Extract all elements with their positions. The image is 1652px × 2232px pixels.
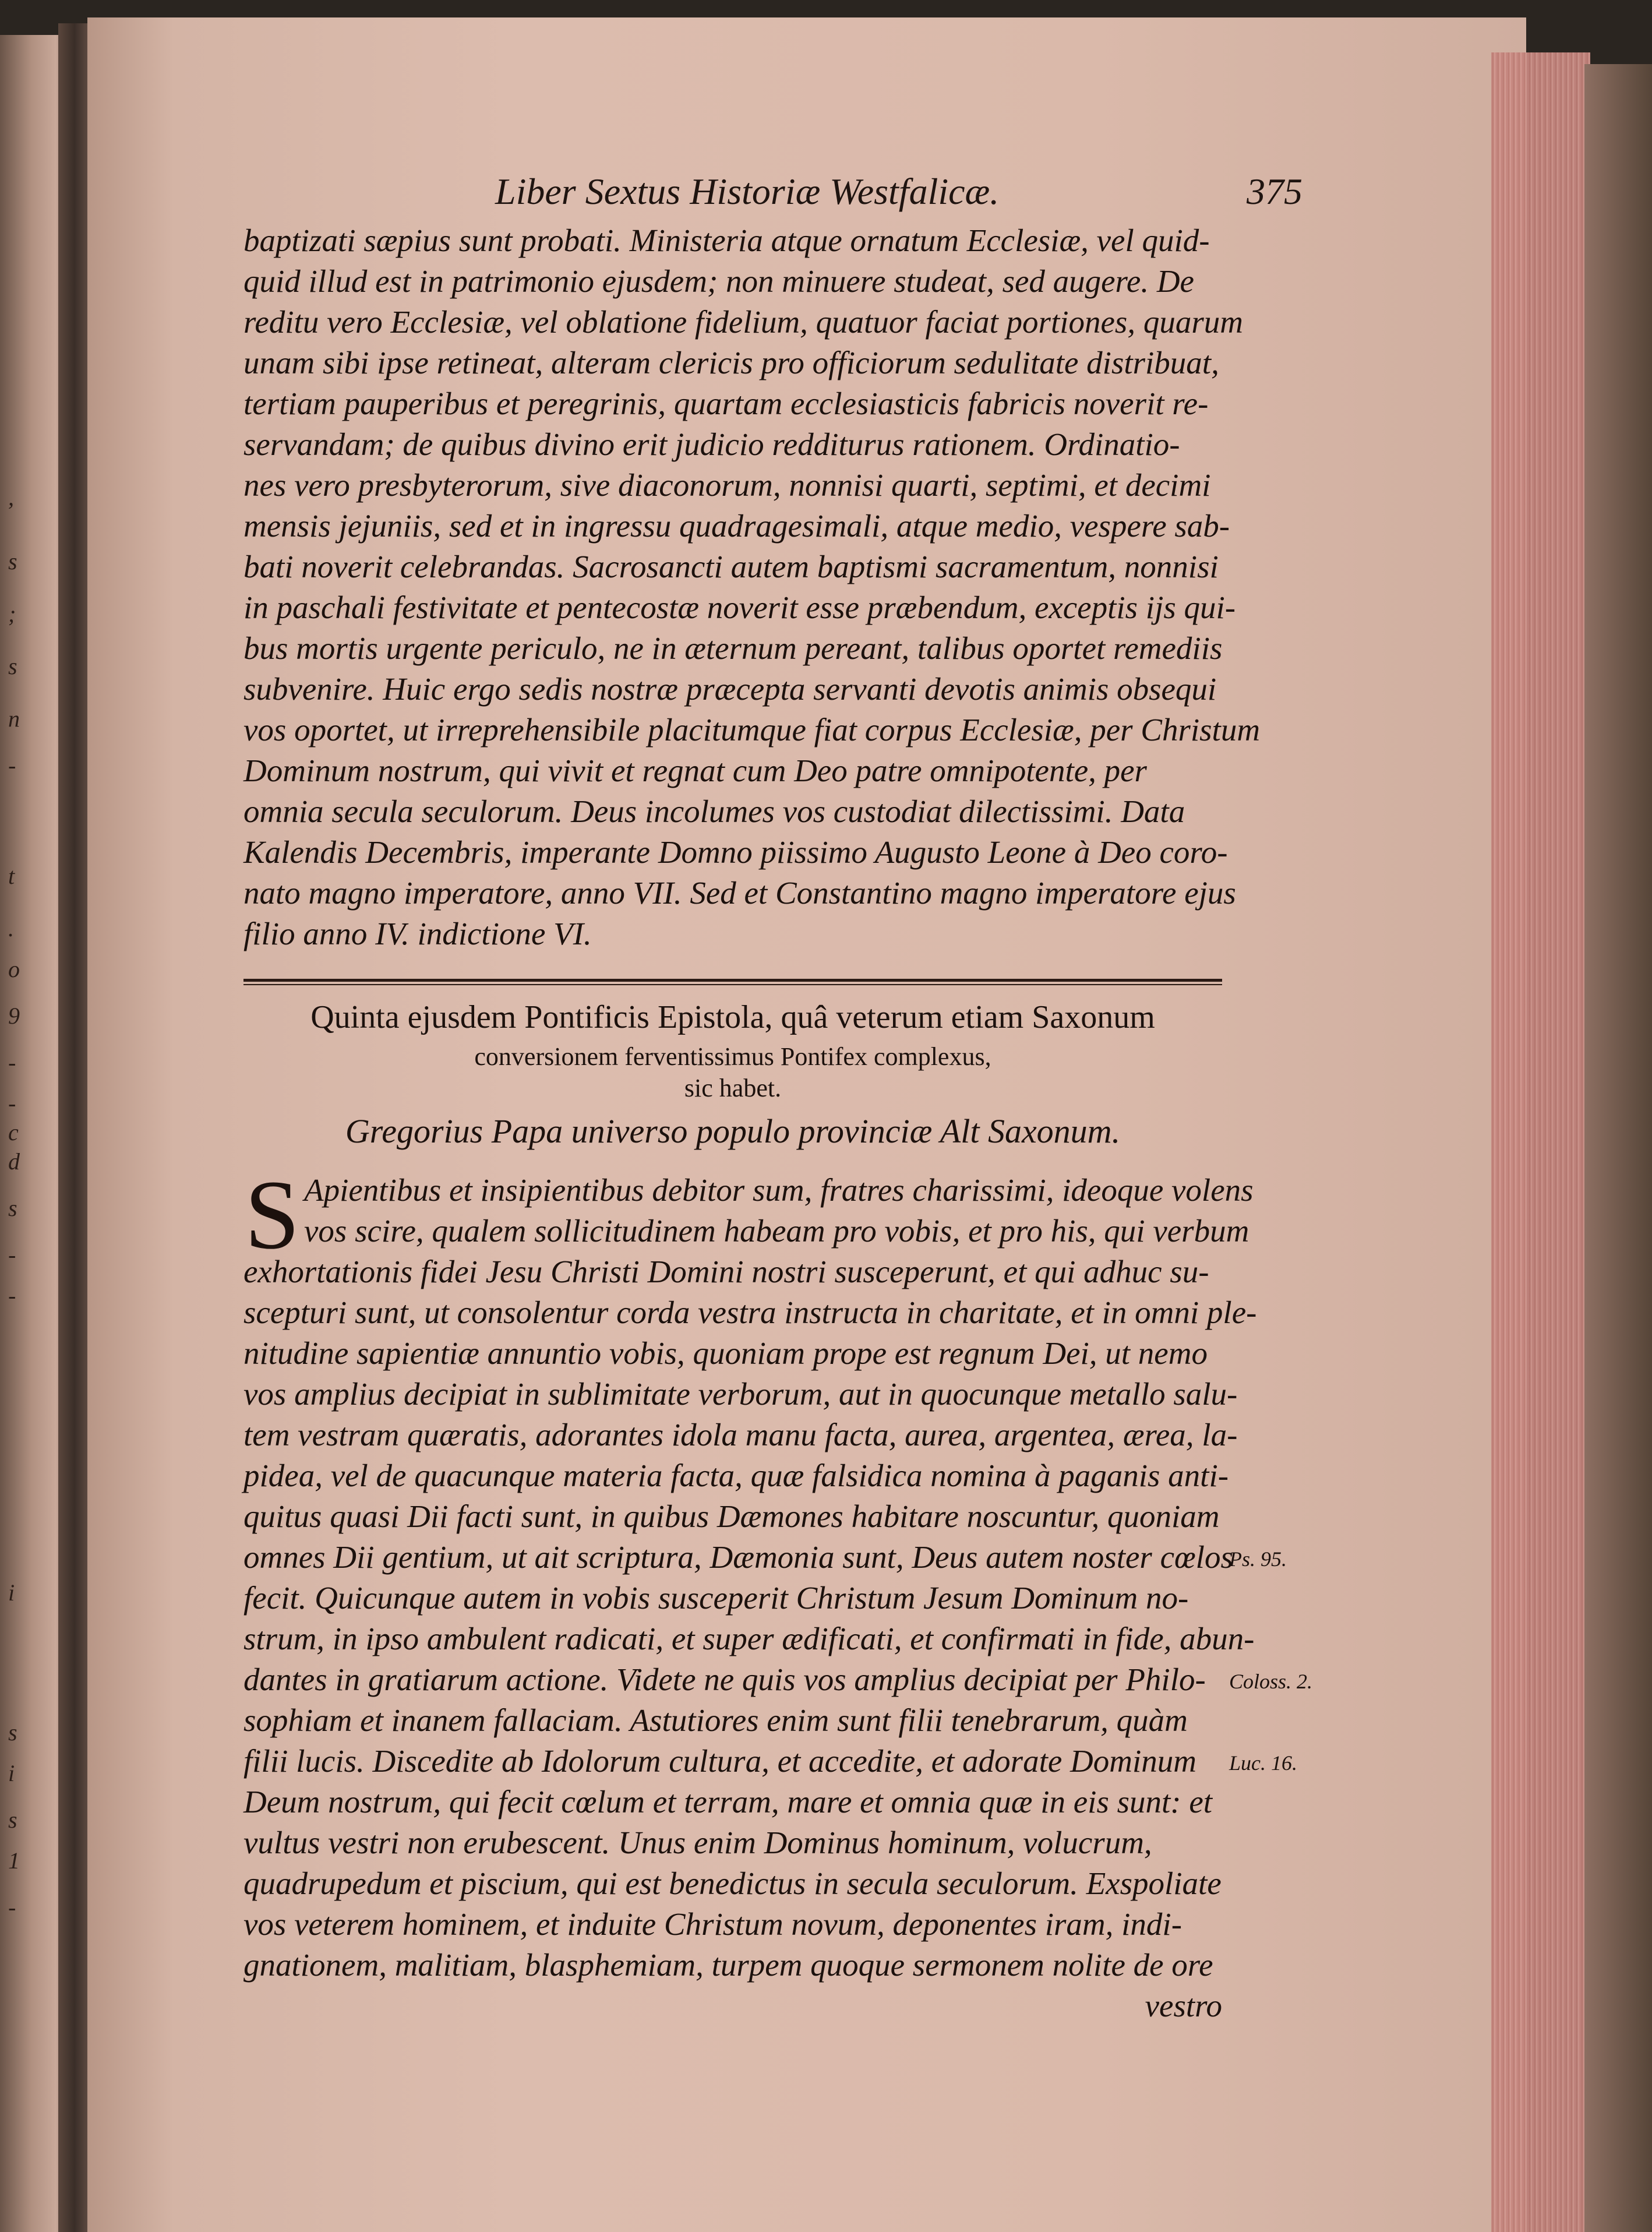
text-line: Apientibus et insipientibus debitor sum, fratres charissimi, ideoque volens [304,1172,1254,1208]
margin-mark: s [8,1195,17,1221]
margin-mark: ; [8,601,16,627]
text-line: subvenire. Huic ergo sedis nostræ præcepta servanti devotis animis obsequi [243,671,1217,707]
margin-mark: d [8,1148,20,1175]
margin-mark: - [8,1242,16,1268]
text-line: reditu vero Ecclesiæ, vel oblatione fidelium, quatuor faciat portiones, quarum [243,304,1243,340]
margin-mark: . [8,915,14,942]
text-line: filio anno IV. indictione VI. [243,916,592,951]
text-line: baptizati sæpius sunt probati. Ministeria atque ornatum Ecclesiæ, vel quid- [243,223,1210,258]
text-line: bus mortis urgente periculo, ne in æternum pereant, talibus oportet remediis [243,630,1223,666]
right-page [87,17,1526,2232]
text-line: strum, in ipso ambulent radicati, et super ædificati, et confirmati in fide, abun- [243,1621,1255,1656]
epistle-heading-line-3: sic habet. [684,1074,782,1102]
margin-mark: s [8,653,17,679]
margin-mark: n [8,706,20,732]
margin-mark: , [8,484,14,510]
margin-mark: s [8,1807,17,1833]
margin-mark: - [8,752,16,778]
margin-mark: s [8,548,17,574]
text-line: omnes Dii gentium, ut ait scriptura, Dæmonia sunt, Deus autem noster cœlos [243,1539,1233,1575]
text-line: vos oportet, ut irreprehensibile placitumque fiat corpus Ecclesiæ, per Christum [243,712,1261,747]
text-line: omnia secula seculorum. Deus incolumes vos custodiat dilectissimi. Data [243,794,1185,829]
text-line: quid illud est in patrimonio ejusdem; non minuere studeat, sed augere. De [243,263,1194,299]
section-rule [243,979,1222,985]
epistle-heading-line-2: conversionem ferventissimus Pontifex complexus, [474,1042,991,1071]
text-line: fecit. Quicunque autem in vobis susceperit Christum Jesum Dominum no- [243,1580,1189,1616]
text-line: vos veterem hominem, et induite Christum novum, deponentes iram, indi- [243,1906,1182,1942]
margin-mark: o [8,956,20,982]
text-line: Kalendis Decembris, imperante Domno piissimo Augusto Leone à Deo coro- [243,834,1228,870]
text-line: nes vero presbyterorum, sive diaconorum, nonnisi quarti, septimi, et decimi [243,467,1211,503]
text-line: dantes in gratiarum actione. Videte ne quis vos amplius decipiat per Philo- [243,1662,1206,1697]
text-line: pidea, vel de quacunque materia facta, quæ falsidica nomina à paganis anti- [243,1458,1229,1493]
margin-mark: 9 [8,1003,20,1029]
marginal-note: Coloss. 2. [1229,1670,1313,1693]
text-line: bati noverit celebrandas. Sacrosancti autem baptismi sacramentum, nonnisi [243,549,1219,584]
page-edges [1491,52,1590,2232]
margin-mark: - [8,1894,16,1920]
margin-mark: i [8,1579,15,1606]
marginal-note: Ps. 95. [1229,1547,1287,1571]
text-line: tem vestram quæratis, adorantes idola manu facta, aurea, argentea, ærea, la- [243,1417,1238,1452]
text-line: Deum nostrum, qui fecit cœlum et terram, mare et omnia quæ in eis sunt: et [243,1784,1213,1820]
text-line: nato magno imperatore, anno VII. Sed et Constantino magno imperatore ejus [243,875,1236,911]
margin-mark: t [8,863,15,889]
catchword: vestro [1145,1988,1222,2023]
text-line: scepturi sunt, ut consolentur corda vestra instructa in charitate, et in omni ple- [243,1295,1257,1330]
text-line: exhortationis fidei Jesu Christi Domini nostri susceperunt, et qui adhuc su- [243,1254,1209,1289]
book-cover-edge [1584,64,1652,2232]
margin-mark: s [8,1719,17,1746]
text-line: nitudine sapientiæ annuntio vobis, quoniam prope est regnum Dei, ut nemo [243,1335,1208,1371]
text-line: vos scire, qualem sollicitudinem habeam pro vobis, et pro his, qui verbum [304,1213,1249,1249]
text-line: Dominum nostrum, qui vivit et regnat cum Deo patre omnipotente, per [243,753,1147,788]
marginal-note: Luc. 16. [1229,1751,1297,1775]
text-line: unam sibi ipse retineat, alteram clericis pro officiorum sedulitate distribuat, [243,345,1219,380]
text-line: quadrupedum et piscium, qui est benedictus in secula seculorum. Exspoliate [243,1866,1222,1901]
text-line: vos amplius decipiat in sublimitate verborum, aut in quocunque metallo salu- [243,1376,1238,1412]
text-line: gnationem, malitiam, blasphemiam, turpem quoque sermonem nolite de ore [243,1947,1213,1983]
epistle-heading: Quinta ejusdem Pontificis Epistola, quâ veterum etiam Saxonum [310,999,1155,1035]
text-line: quitus quasi Dii facti sunt, in quibus Dæmones habitare noscuntur, quoniam [243,1498,1220,1534]
drop-cap: S [245,1160,300,1270]
text-line: tertiam pauperibus et peregrinis, quartam ecclesiasticis fabricis noverit re- [243,386,1209,421]
text-line: vultus vestri non erubescent. Unus enim Dominus hominum, volucrum, [243,1825,1152,1860]
margin-mark: - [8,1282,16,1309]
margin-mark: - [8,1090,16,1116]
margin-mark: i [8,1760,15,1786]
text-line: mensis jejuniis, sed et in ingressu quadragesimali, atque medio, vespere sab- [243,508,1230,544]
margin-mark: 1 [8,1847,20,1874]
text-line: servandam; de quibus divino erit judicio redditurus rationem. Ordinatio- [243,426,1180,462]
salutation: Gregorius Papa universo populo provinciæ Alt Saxonum. [345,1112,1121,1150]
margin-mark: - [8,1049,16,1076]
margin-mark: c [8,1119,19,1145]
text-line: filii lucis. Discedite ab Idolorum cultura, et accedite, et adorate Dominum [243,1743,1196,1779]
page-number: 375 [1247,171,1302,212]
text-line: sophiam et inanem fallaciam. Astutiores enim sunt filii tenebrarum, quàm [243,1702,1188,1738]
running-head: Liber Sextus Historiæ Westfalicæ. [495,171,1000,212]
text-line: in paschali festivitate et pentecostæ noverit esse præbendum, exceptis ijs qui- [243,590,1236,625]
